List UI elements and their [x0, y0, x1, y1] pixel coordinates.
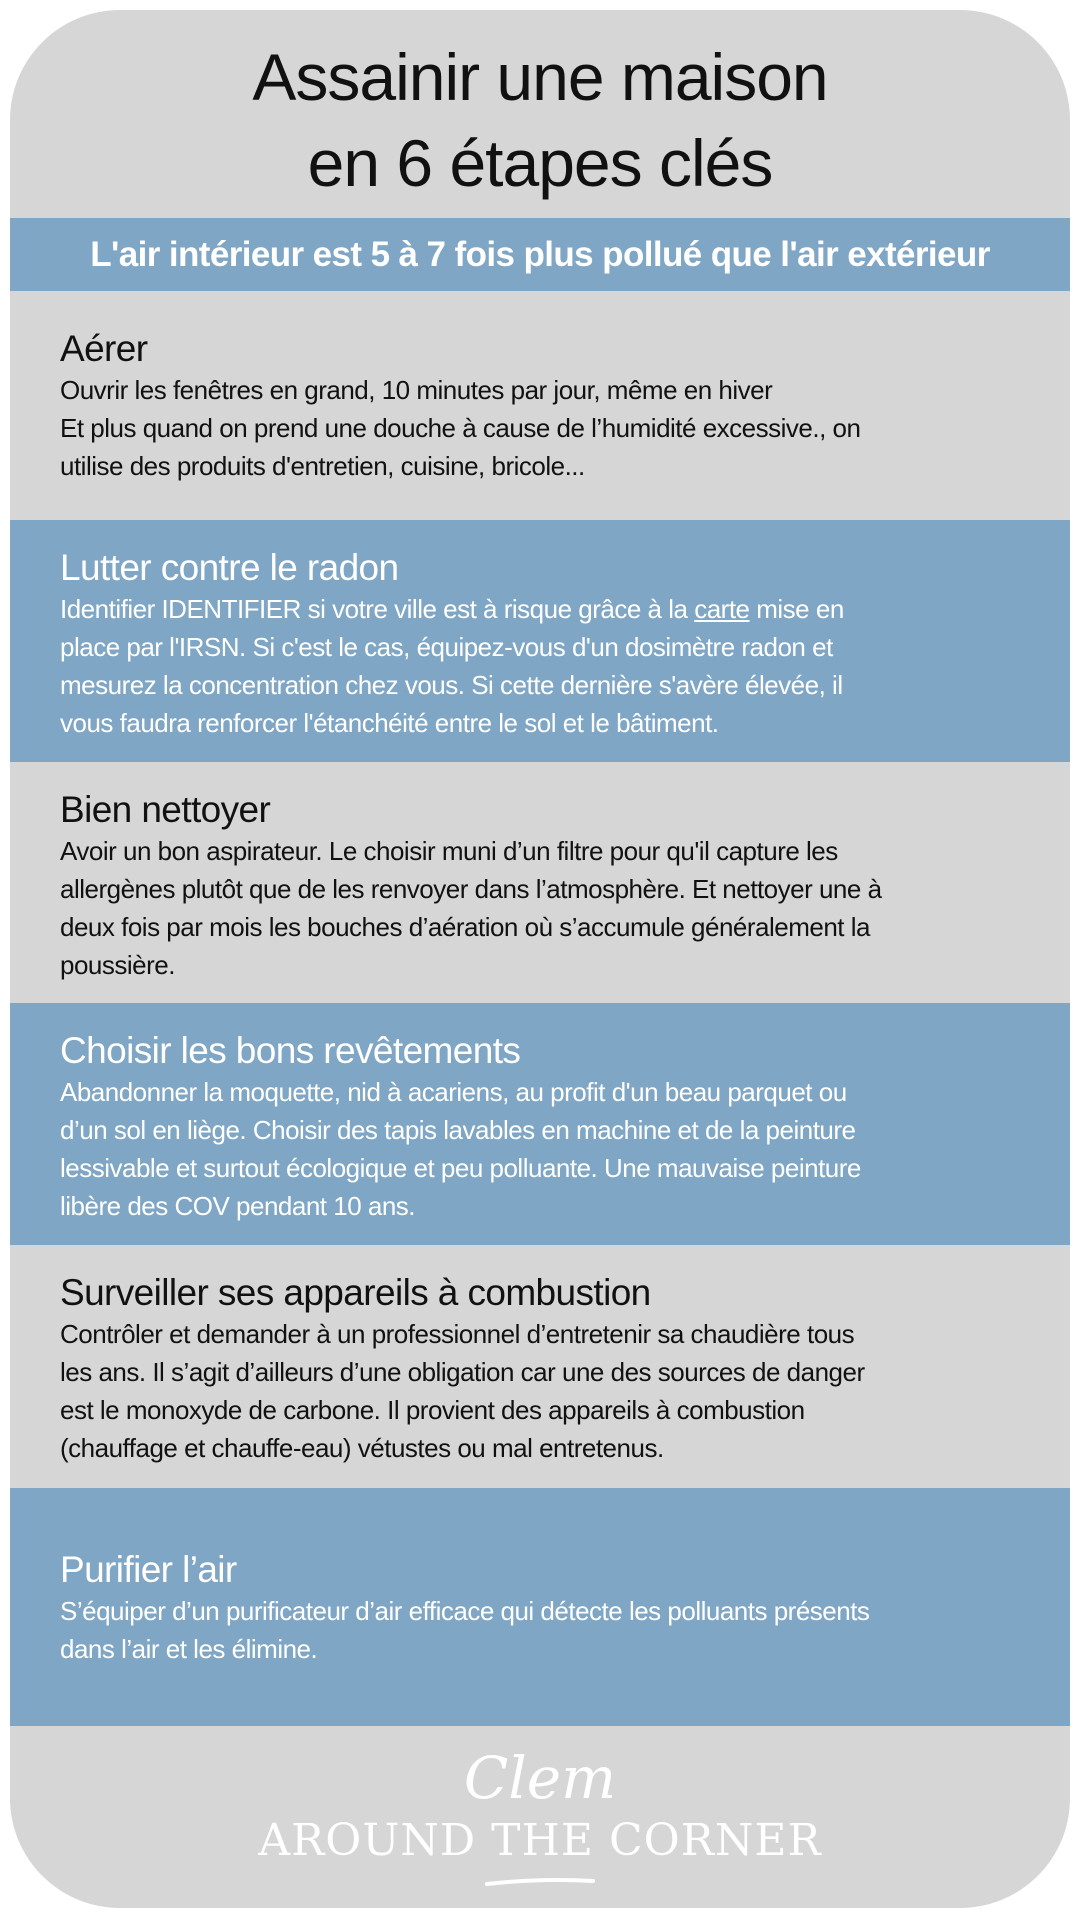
step-radon [10, 520, 1070, 762]
step-aerer [10, 291, 1070, 520]
step-nettoyer [10, 762, 1070, 1003]
step-heading: Aérer [60, 328, 148, 369]
step-text-line: (chauffage et chauffe-eau) vétustes ou mal entretenus. [60, 1433, 664, 1463]
infographic-card [10, 10, 1070, 1908]
step-purifier [10, 1488, 1070, 1726]
step-text-line: allergènes plutôt que de les renvoyer dans l’atmosphère. Et nettoyer une à [60, 874, 882, 904]
step-text-line: Contrôler et demander à un professionnel d’entretenir sa chaudière tous [60, 1319, 855, 1349]
step-heading: Lutter contre le radon [60, 547, 399, 588]
step-revetements [10, 1003, 1070, 1245]
page-title [10, 34, 1070, 206]
step-text-line: dans l’air et les élimine. [60, 1634, 318, 1664]
logo-text: AROUND THE CORNER [258, 1815, 822, 1866]
step-text-line: les ans. Il s’agit d’ailleurs d’une obligation car une des sources de danger [60, 1357, 865, 1387]
step-text-line: Abandonner la moquette, nid à acariens, au profit d'un beau parquet ou [60, 1077, 847, 1107]
step-text-line: mesurez la concentration chez vous. Si cette dernière s'avère élevée, il [60, 670, 843, 700]
step-text-line: place par l'IRSN. Si c'est le cas, équipez-vous d'un dosimètre radon et [60, 632, 833, 662]
step-text-line: S’équiper d’un purificateur d’air efficace qui détecte les polluants présents [60, 1596, 870, 1626]
logo-script-clem: Clem [463, 1744, 617, 1812]
step-text-line: libère des COV pendant 10 ans. [60, 1191, 416, 1221]
title-line-1: Assainir une maison [252, 40, 828, 114]
carte-link[interactable]: carte [694, 594, 750, 624]
logo-swoosh-icon [475, 1876, 605, 1886]
step-text-line: poussière. [60, 950, 175, 980]
step-text-line: lessivable et surtout écologique et peu polluante. Une mauvaise peinture [60, 1153, 861, 1183]
step-text-line: Avoir un bon aspirateur. Le choisir muni d’un filtre pour qu'il capture les [60, 836, 838, 866]
step-heading: Surveiller ses appareils à combustion [60, 1272, 651, 1313]
step-text-fragment: mise en [749, 594, 844, 624]
stat-banner [10, 218, 1070, 291]
step-text-line: utilise des produits d'entretien, cuisine, bricole... [60, 451, 585, 481]
step-text-line: d’un sol en liège. Choisir des tapis lavables en machine et de la peinture [60, 1115, 856, 1145]
step-text-line: Ouvrir les fenêtres en grand, 10 minutes par jour, même en hiver [60, 375, 773, 405]
stat-banner-text: L'air intérieur est 5 à 7 fois plus pollué que l'air extérieur [90, 234, 990, 274]
step-text-line [60, 590, 1030, 628]
step-combustion [10, 1245, 1070, 1488]
step-text-line: deux fois par mois les bouches d’aération où s’accumule généralement la [60, 912, 870, 942]
title-line-2: en 6 étapes clés [307, 126, 773, 200]
brand-logo [10, 1726, 1070, 1908]
step-heading: Bien nettoyer [60, 789, 271, 830]
step-heading: Choisir les bons revêtements [60, 1030, 521, 1071]
step-text-line: vous faudra renforcer l'étanchéité entre le sol et le bâtiment. [60, 708, 719, 738]
step-text-line: est le monoxyde de carbone. Il provient des appareils à combustion [60, 1395, 805, 1425]
step-heading: Purifier l’air [60, 1549, 237, 1590]
step-text-line: Et plus quand on prend une douche à cause de l’humidité excessive., on [60, 413, 861, 443]
step-text-fragment: Identifier IDENTIFIER si votre ville est à risque grâce à la [60, 594, 695, 624]
